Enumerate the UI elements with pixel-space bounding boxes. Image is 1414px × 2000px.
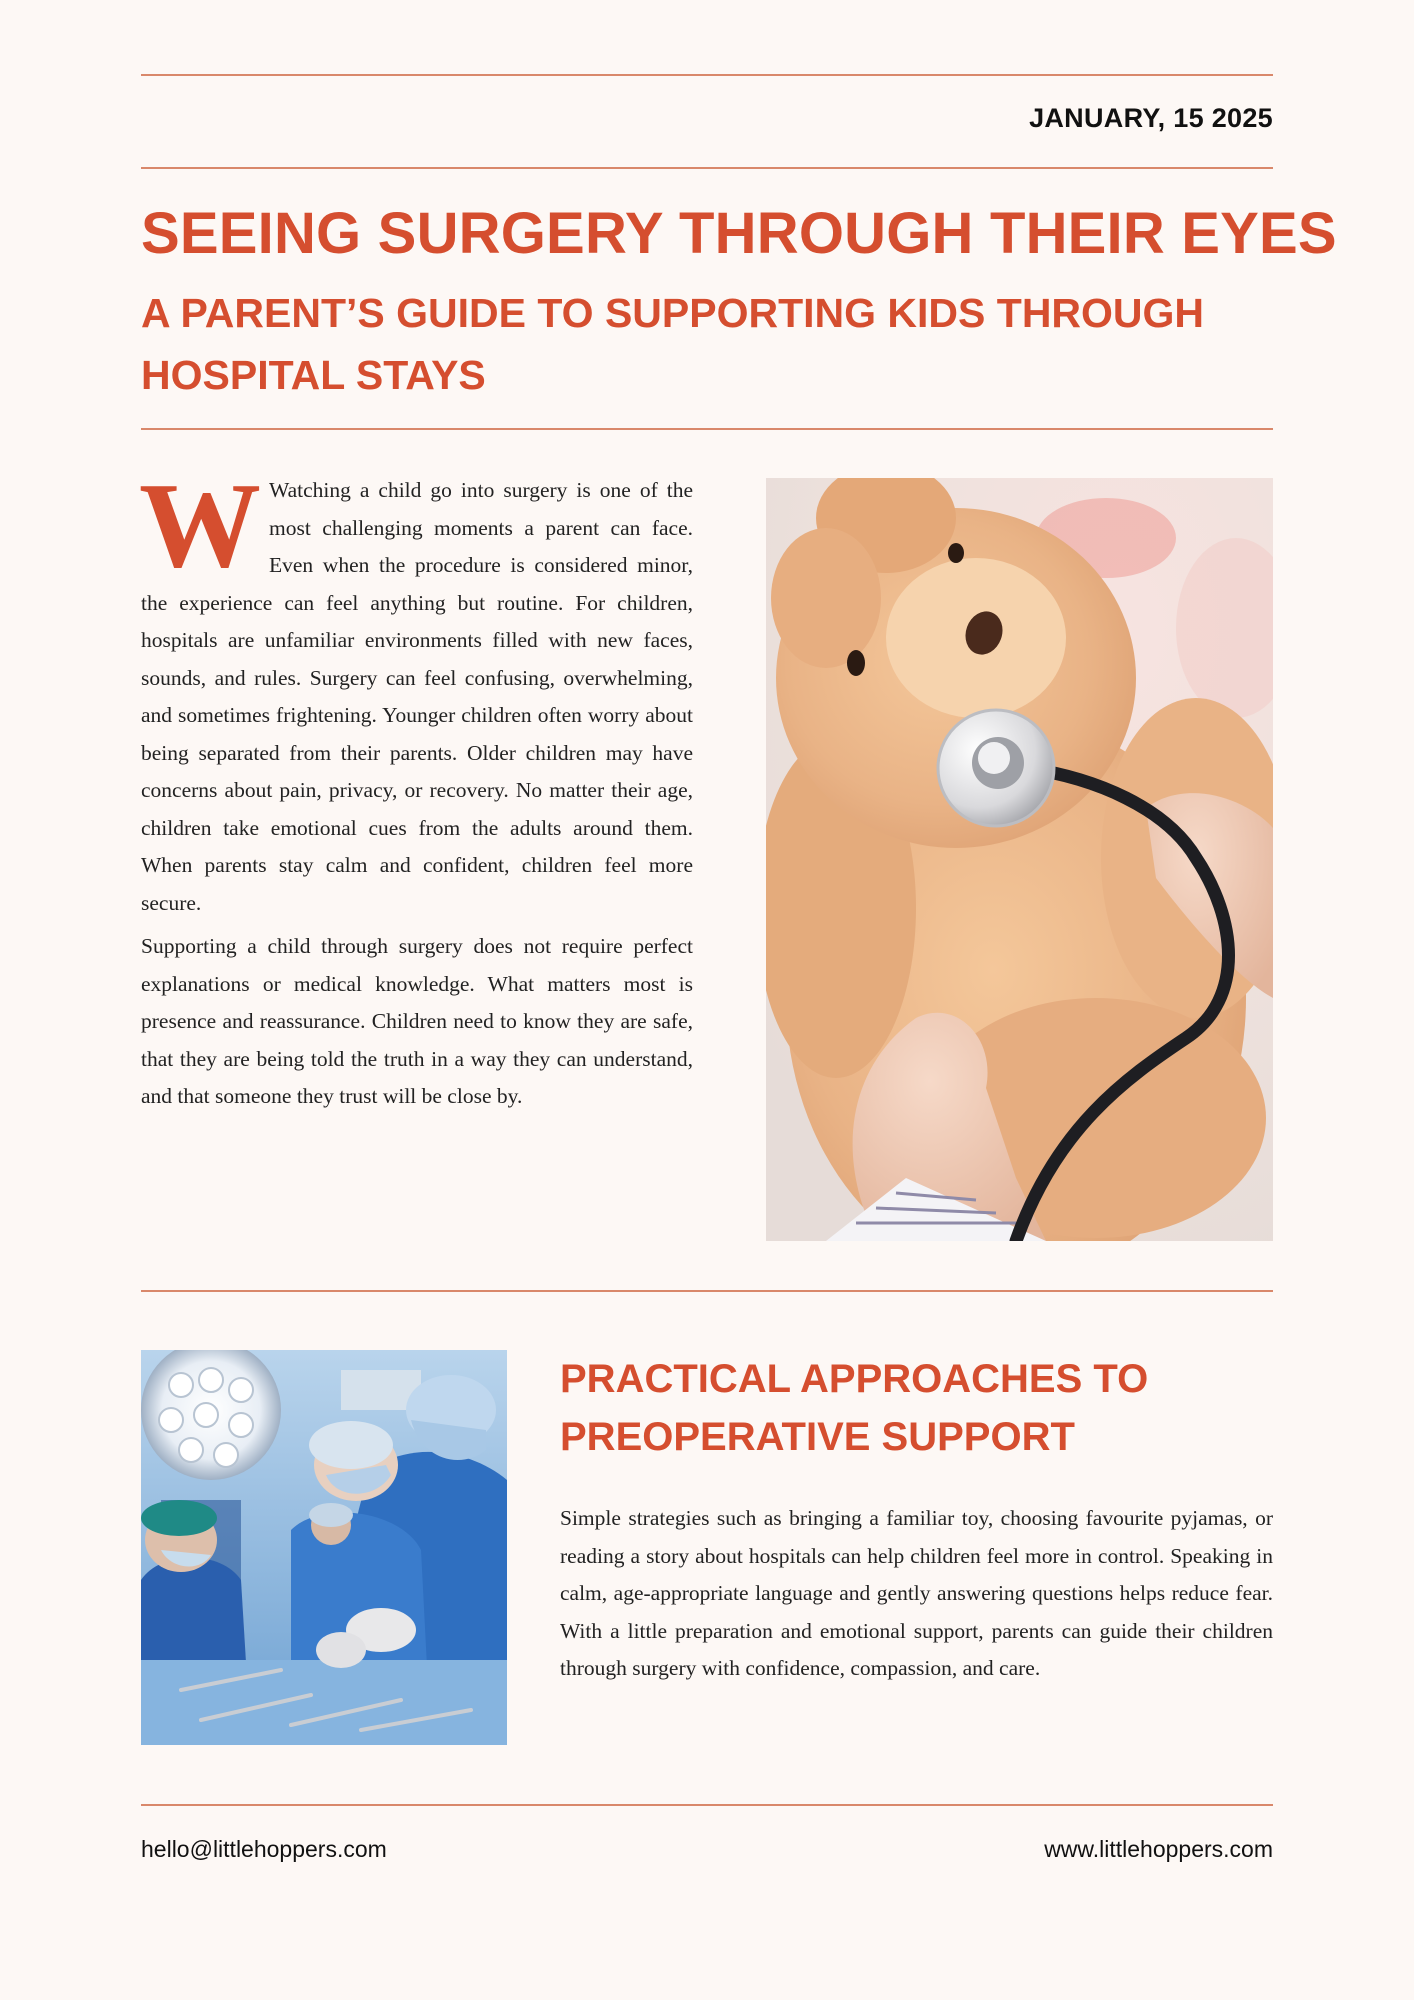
header-rule bbox=[141, 167, 1273, 169]
page-title: SEEING SURGERY THROUGH THEIR EYES bbox=[141, 201, 1337, 266]
teddy-bear-illustration bbox=[766, 478, 1273, 1241]
operating-room-photo bbox=[141, 1350, 507, 1745]
surgeons-illustration bbox=[141, 1350, 507, 1745]
section-title: PRACTICAL APPROACHES TO PREOPERATIVE SUPPORT bbox=[560, 1357, 1149, 1459]
page-subtitle: A PARENT’S GUIDE TO SUPPORTING KIDS THROUGH HOSPITAL STAYS bbox=[141, 290, 1205, 398]
title-rule bbox=[141, 428, 1273, 430]
mid-rule bbox=[141, 1290, 1273, 1292]
teddy-bear-stethoscope-photo bbox=[766, 478, 1273, 1241]
drop-cap: W bbox=[139, 458, 261, 593]
footer-rule bbox=[141, 1804, 1273, 1806]
top-rule bbox=[141, 74, 1273, 76]
intro-paragraph-1-text: Watching a child go into surgery is one of the most challenging moments a parent can face. Even when the procedure is considered minor, the experience can feel anything but routine. For children, hospitals are unfamiliar environments filled with new faces, sounds, and rules. Surgery can feel confusing, overwhelming, and sometimes frightening. Younger children often worry about being separated from their parents. Older children may have concerns about pain, privacy, or recovery. No matter their age, children take emotional cues from the adults around them. When parents stay calm and confident, children feel more secure. bbox=[141, 478, 693, 915]
intro-paragraph-2: Supporting a child through surgery does not require perfect explanations or medical knowledge. What matters most is presence and reassurance. Children need to know they are safe, that they are being told the truth in a way they can understand, and that someone they trust will be close by. bbox=[141, 934, 693, 1108]
footer-email[interactable]: hello@littlehoppers.com bbox=[141, 1836, 387, 1862]
intro-paragraph-1 bbox=[139, 458, 693, 922]
issue-date: JANUARY, 15 2025 bbox=[1029, 103, 1273, 133]
section-paragraph: Simple strategies such as bringing a familiar toy, choosing favourite pyjamas, or reading a story about hospitals can help children feel more in control. Speaking in calm, age-appropriate language and gently answering questions helps reduce fear. With a little preparation and emotional support, parents can guide their children through surgery with confidence, compassion, and care. bbox=[560, 1506, 1273, 1680]
footer-website[interactable]: www.littlehoppers.com bbox=[1044, 1836, 1273, 1862]
intro-article bbox=[139, 458, 693, 1116]
